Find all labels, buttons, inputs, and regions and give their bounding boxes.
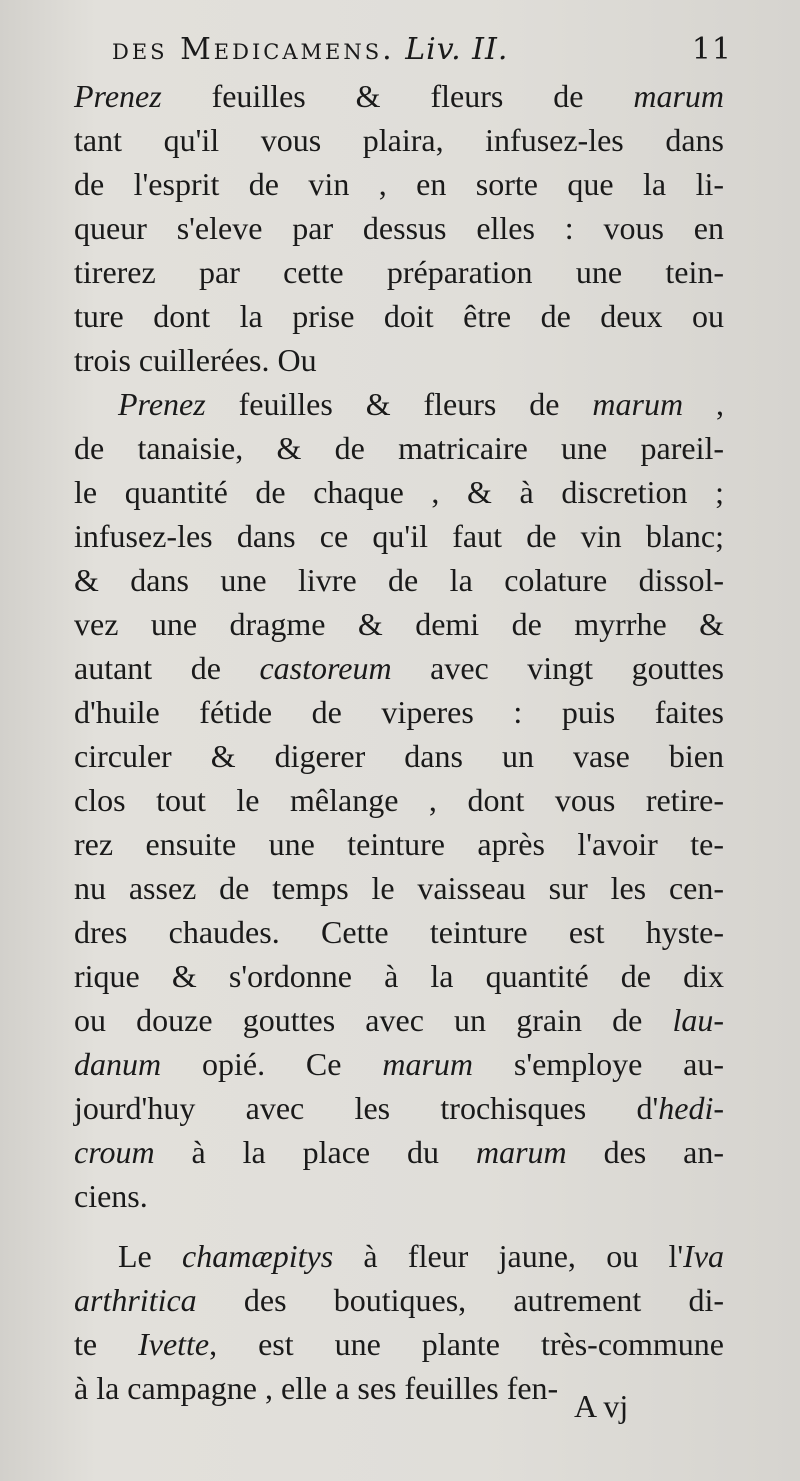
text-line: arthritica des boutiques, autrement di- xyxy=(74,1282,724,1318)
text-line: ou douze gouttes avec un grain de lau- xyxy=(74,1002,724,1038)
text-line: Prenez feuilles & fleurs de marum , xyxy=(118,386,725,422)
text-line: tant qu'il vous plaira, infusez-les dans xyxy=(74,122,724,158)
text-line: ture dont la prise doit être de deux ou xyxy=(74,298,724,334)
text-line: queur s'eleve par dessus elles : vous en xyxy=(74,210,724,246)
text-line: autant de castoreum avec vingt gouttes xyxy=(74,650,724,686)
text-line: & dans une livre de la colature dissol- xyxy=(74,562,724,598)
text-line: d'huile fétide de viperes : puis faites xyxy=(74,694,724,730)
text-line: nu assez de temps le vaisseau sur les cen- xyxy=(74,870,724,906)
text-line: le quantité de chaque , & à discretion ; xyxy=(74,474,724,510)
paragraph-gap xyxy=(74,1218,724,1234)
book-number: Liv. II. xyxy=(405,32,509,67)
text-line: clos tout le mêlange , dont vous retire- xyxy=(74,782,724,818)
text-line: de tanaisie, & de matricaire une pareil- xyxy=(74,430,724,466)
signature-mark: A vj xyxy=(574,1388,629,1424)
text-line: ciens. xyxy=(74,1178,148,1214)
text-line: tirerez par cette préparation une tein- xyxy=(74,254,724,290)
text-line: jourd'huy avec les trochisques d'hedi- xyxy=(74,1090,724,1126)
text-line: vez une dragme & demi de myrrhe & xyxy=(74,606,724,642)
text-line: Le chamæpitys à fleur jaune, ou l'Iva xyxy=(118,1238,725,1274)
text-line: infusez-les dans ce qu'il faut de vin blanc; xyxy=(74,518,724,554)
text-line: dres chaudes. Cette teinture est hyste- xyxy=(74,914,724,950)
text-line: croum à la place du marum des an- xyxy=(74,1134,725,1170)
page-number: 11 xyxy=(691,32,732,67)
text-line: rez ensuite une teinture après l'avoir te- xyxy=(74,826,724,862)
text-line: rique & s'ordonne à la quantité de dix xyxy=(74,958,724,994)
text-line: de l'esprit de vin , en sorte que la li- xyxy=(74,166,724,202)
body-text xyxy=(74,74,724,1410)
text-line: à la campagne , elle a ses feuilles fen- xyxy=(74,1370,559,1406)
running-header xyxy=(112,32,732,67)
text-line: Prenez feuilles & fleurs de marum xyxy=(74,78,724,114)
running-title: des Medicamens. xyxy=(112,32,395,67)
text-line: danum opié. Ce marum s'employe au- xyxy=(74,1046,725,1082)
text-line: te Ivette, est une plante très-commune xyxy=(74,1326,725,1362)
text-line: circuler & digerer dans un vase bien xyxy=(74,738,724,774)
text-line: trois cuillerées. Ou xyxy=(74,342,317,378)
